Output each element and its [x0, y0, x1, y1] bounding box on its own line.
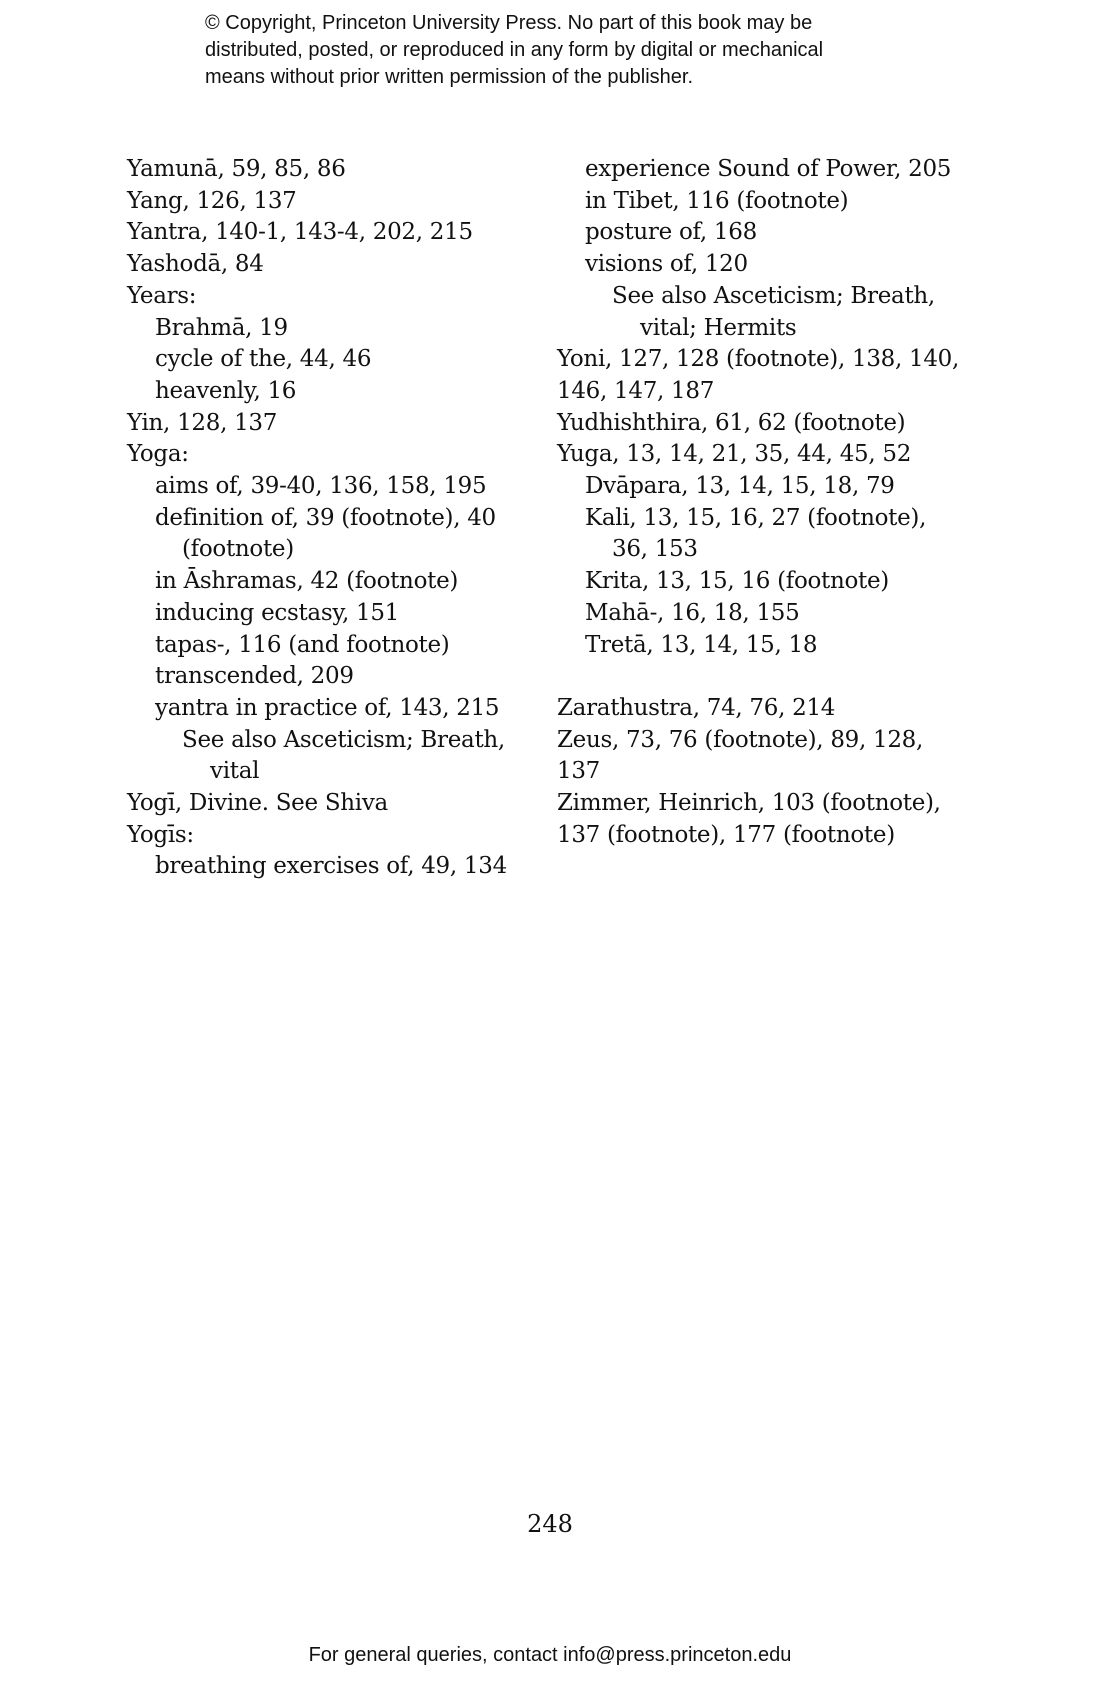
index-subentry: definition of, 39 (footnote), 40	[155, 504, 496, 531]
index-subentry: aims of, 39-40, 136, 158, 195	[155, 473, 487, 500]
index-entry: 137 (footnote), 177 (footnote)	[557, 821, 895, 848]
index-column-left	[127, 154, 547, 883]
index-subentry: Kali, 13, 15, 16, 27 (footnote),	[585, 504, 927, 531]
index-subentry: Brahmā, 19	[155, 314, 288, 341]
index-subentry: (footnote)	[182, 536, 294, 563]
index-entry: Yang, 126, 137	[127, 187, 297, 214]
index-subentry: See also Asceticism; Breath,	[182, 726, 505, 753]
index-subentry: heavenly, 16	[155, 377, 297, 404]
index-subentry: vital	[210, 758, 260, 785]
index-entry: Yoga:	[127, 441, 189, 468]
index-entry: Yuga, 13, 14, 21, 35, 44, 45, 52	[557, 441, 912, 468]
index-entry: Yogī, Divine. See Shiva	[127, 790, 388, 817]
index-entry: Yashodā, 84	[127, 251, 264, 278]
index-subentry: breathing exercises of, 49, 134	[155, 853, 507, 880]
index-subentry: cycle of the, 44, 46	[155, 346, 372, 373]
index-subentry: Krita, 13, 15, 16 (footnote)	[585, 568, 889, 595]
index-subentry: in Tibet, 116 (footnote)	[585, 187, 849, 214]
index-entry: Zeus, 73, 76 (footnote), 89, 128,	[557, 726, 924, 753]
index-entry: Years:	[127, 282, 197, 309]
index-subentry: in Āshramas, 42 (footnote)	[155, 568, 459, 595]
copyright-line: means without prior written permission of the publisher.	[205, 66, 694, 88]
index-subentry: experience Sound of Power, 205	[585, 156, 952, 182]
index-entry: Yoni, 127, 128 (footnote), 138, 140,	[557, 346, 960, 373]
index-entry: Zimmer, Heinrich, 103 (footnote),	[557, 790, 941, 817]
index-entry: Yin, 128, 137	[127, 409, 278, 436]
index-subentry: visions of, 120	[585, 251, 748, 278]
index-subentry: Dvāpara, 13, 14, 15, 18, 79	[585, 473, 895, 500]
copyright-line: © Copyright, Princeton University Press. No part of this book may be	[205, 12, 813, 34]
index-entry: Yudhishthira, 61, 62 (footnote)	[557, 409, 906, 436]
copyright-line: distributed, posted, or reproduced in any form by digital or mechanical	[205, 39, 824, 61]
index-column-right	[557, 154, 977, 851]
index-entry: Yantra, 140-1, 143-4, 202, 215	[127, 219, 473, 246]
copyright-notice	[205, 10, 965, 91]
index-subentry: posture of, 168	[585, 219, 757, 246]
index-subentry: Tretā, 13, 14, 15, 18	[585, 631, 818, 658]
index-subentry: yantra in practice of, 143, 215	[155, 694, 500, 721]
index-subentry: See also Asceticism; Breath,	[612, 282, 935, 309]
index-entry: 137	[557, 758, 600, 785]
index-subentry: tapas-, 116 (and footnote)	[155, 631, 450, 658]
index-subentry: 36, 153	[612, 536, 698, 563]
index-entry: Zarathustra, 74, 76, 214	[557, 694, 836, 721]
index-subentry: inducing ecstasy, 151	[155, 599, 400, 626]
index-entry: Yamunā, 59, 85, 86	[127, 156, 346, 182]
page-number: 248	[527, 1510, 573, 1538]
index-subentry: vital; Hermits	[640, 314, 797, 341]
index-subentry: Mahā-, 16, 18, 155	[585, 599, 800, 626]
index-entry: Yogīs:	[127, 821, 194, 848]
index-entry: 146, 147, 187	[557, 377, 715, 404]
footer-contact: For general queries, contact info@press.princeton.edu	[308, 1644, 792, 1666]
index-subentry: transcended, 209	[155, 663, 354, 690]
index-spacer	[557, 661, 977, 693]
